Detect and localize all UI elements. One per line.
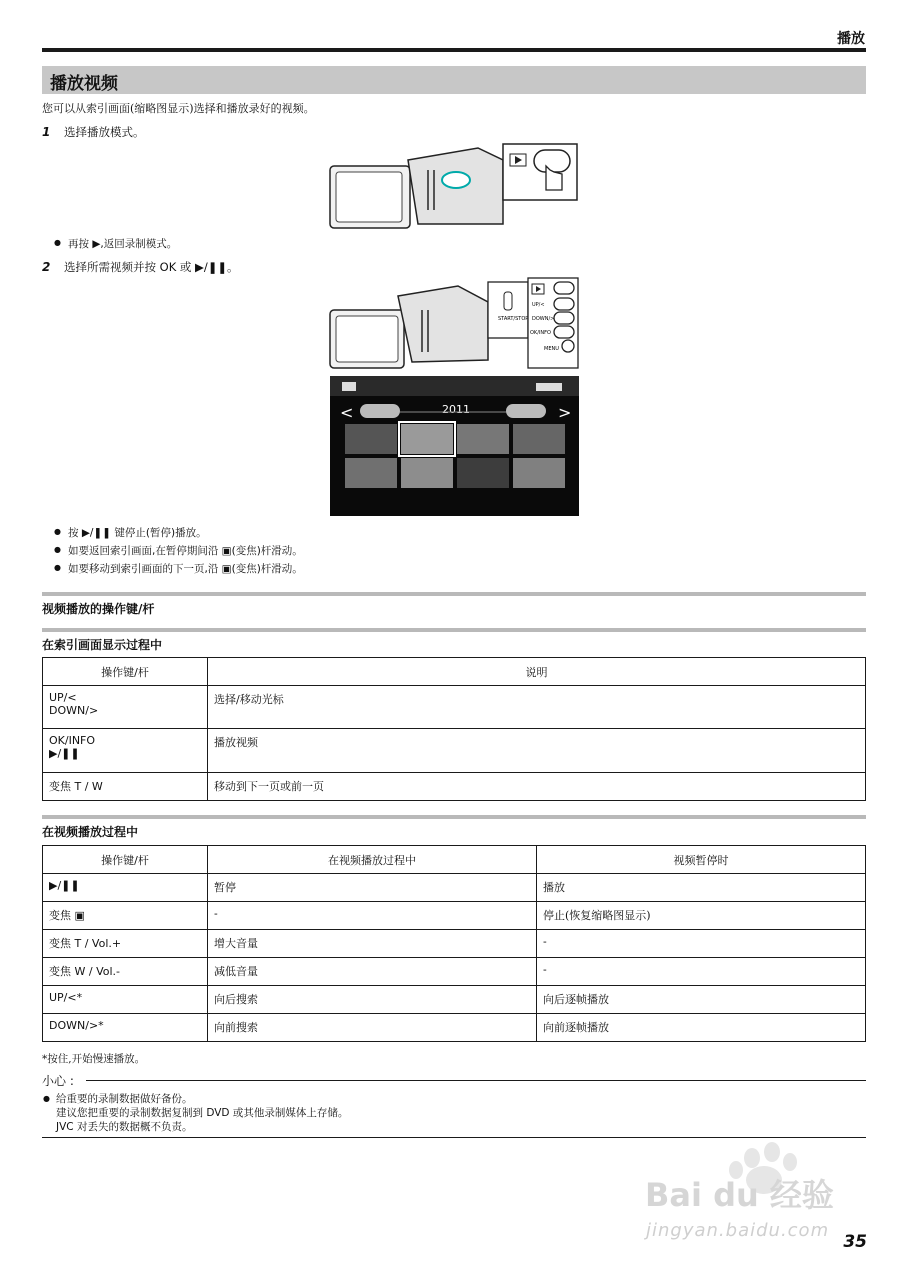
key-cell xyxy=(43,686,208,729)
paused-cell: - xyxy=(537,958,866,986)
table-row xyxy=(43,902,866,930)
step2-note-3: ● 如要移动到索引画面的下一页,沿 ▣(变焦)杆滑动。 xyxy=(68,561,303,576)
desc-cell: 移动到下一页或前一页 xyxy=(208,773,866,801)
caution-line: 建议您把重要的录制数据复制到 DVD 或其他录制媒体上存储。 xyxy=(56,1107,349,1119)
key-cell: 变焦 T / W xyxy=(43,773,208,801)
key-cell: 变焦 W / Vol.- xyxy=(43,958,208,986)
chapter-label: 播放 xyxy=(837,31,865,47)
table-row xyxy=(43,1014,866,1042)
intro-text: 您可以从索引画面(缩略图显示)选择和播放录好的视频。 xyxy=(42,102,315,115)
header-cell: 操作键/杆 xyxy=(43,846,208,874)
desc-cell: 播放视频 xyxy=(208,729,866,773)
during-cell: 向前搜索 xyxy=(208,1014,537,1042)
during-cell: 减低音量 xyxy=(208,958,537,986)
during-cell: 暂停 xyxy=(208,874,537,902)
key-cell: DOWN/>* xyxy=(43,1014,208,1042)
controls-rule xyxy=(42,592,866,596)
table-row xyxy=(43,958,866,986)
key-line: DOWN/> xyxy=(49,704,99,717)
key-cell: 变焦 T / Vol.+ xyxy=(43,930,208,958)
watermark-url: jingyan.baidu.com xyxy=(646,1220,830,1241)
watermark-brand: Bai du 经验 xyxy=(645,1176,834,1214)
table-header-row xyxy=(43,846,866,874)
step2-note-2: ● 如要返回索引画面,在暂停期间沿 ▣(变焦)杆滑动。 xyxy=(68,543,303,558)
key-line: OK/INFO xyxy=(49,734,96,747)
paused-cell: 停止(恢复缩略图显示) xyxy=(537,902,866,930)
step1-note: ● 再按 ▶,返回录制模式。 xyxy=(68,236,177,251)
key-cell: 变焦 ▣ xyxy=(43,902,208,930)
header-cell: 在视频播放过程中 xyxy=(208,846,537,874)
header-cell: 说明 xyxy=(208,658,866,686)
paused-cell: 向前逐帧播放 xyxy=(537,1014,866,1042)
during-cell: - xyxy=(208,902,537,930)
label-down: DOWN/> xyxy=(532,316,555,322)
caution-label: 小心 : xyxy=(42,1074,74,1088)
desc-cell: 选择/移动光标 xyxy=(208,686,866,729)
section-band xyxy=(42,66,866,94)
playback-table-rule xyxy=(42,815,866,819)
index-table-rule xyxy=(42,628,866,632)
caution-rule xyxy=(86,1080,866,1081)
controls-title: 视频播放的操作键/杆 xyxy=(42,602,155,616)
step-number: 2 xyxy=(42,260,51,274)
label-up: UP/< xyxy=(532,302,545,308)
step-number: 1 xyxy=(42,125,51,139)
caution-line: ● 给重要的录制数据做好备份。 xyxy=(56,1092,348,1106)
step-text: 选择所需视频并按 OK 或 ▶/❚❚。 xyxy=(64,260,239,274)
step-1 xyxy=(42,124,145,140)
table-row xyxy=(43,729,866,773)
camera-play-button-illustration xyxy=(328,140,580,232)
key-line: ▶/❚❚ xyxy=(49,747,80,760)
key-cell: ▶/❚❚ xyxy=(43,874,208,902)
index-screen-illustration xyxy=(330,376,579,516)
index-year: 2011 xyxy=(442,403,470,416)
label-menu: MENU xyxy=(544,346,559,352)
section-title: 播放视频 xyxy=(50,74,118,94)
next-page-icon: > xyxy=(558,403,572,422)
table-row xyxy=(43,773,866,801)
table-header-row xyxy=(43,658,866,686)
playback-controls-table xyxy=(42,845,866,1042)
index-table-title: 在索引画面显示过程中 xyxy=(42,638,163,652)
key-line: UP/< xyxy=(49,691,77,704)
table-row xyxy=(43,686,866,729)
prev-page-icon: < xyxy=(340,403,354,422)
during-cell: 向后搜索 xyxy=(208,986,537,1014)
paused-cell: 播放 xyxy=(537,874,866,902)
key-cell xyxy=(43,729,208,773)
step2-note-1: ● 按 ▶/❚❚ 键停止(暂停)播放。 xyxy=(68,525,207,540)
table-row xyxy=(43,874,866,902)
label-ok-info: OK/INFO xyxy=(530,330,551,336)
during-cell: 增大音量 xyxy=(208,930,537,958)
header-cell: 视频暂停时 xyxy=(537,846,866,874)
footnote: *按住,开始慢速播放。 xyxy=(42,1053,146,1065)
step-2 xyxy=(42,259,239,275)
paused-cell: - xyxy=(537,930,866,958)
table-row xyxy=(43,930,866,958)
label-start-stop: START/STOP xyxy=(498,316,529,322)
page-number: 35 xyxy=(843,1232,867,1252)
header-cell: 操作键/杆 xyxy=(43,658,208,686)
table-row xyxy=(43,986,866,1014)
caution-text xyxy=(56,1092,348,1134)
key-cell: UP/<* xyxy=(43,986,208,1014)
caution-line: JVC 对丢失的数据概不负责。 xyxy=(56,1121,193,1133)
playback-table-title: 在视频播放过程中 xyxy=(42,825,139,839)
header-rule xyxy=(42,48,866,52)
step-text: 选择播放模式。 xyxy=(64,125,145,139)
index-controls-table xyxy=(42,657,866,801)
camera-buttons-illustration xyxy=(328,276,580,372)
paused-cell: 向后逐帧播放 xyxy=(537,986,866,1014)
caution-bottom-rule xyxy=(42,1137,866,1138)
